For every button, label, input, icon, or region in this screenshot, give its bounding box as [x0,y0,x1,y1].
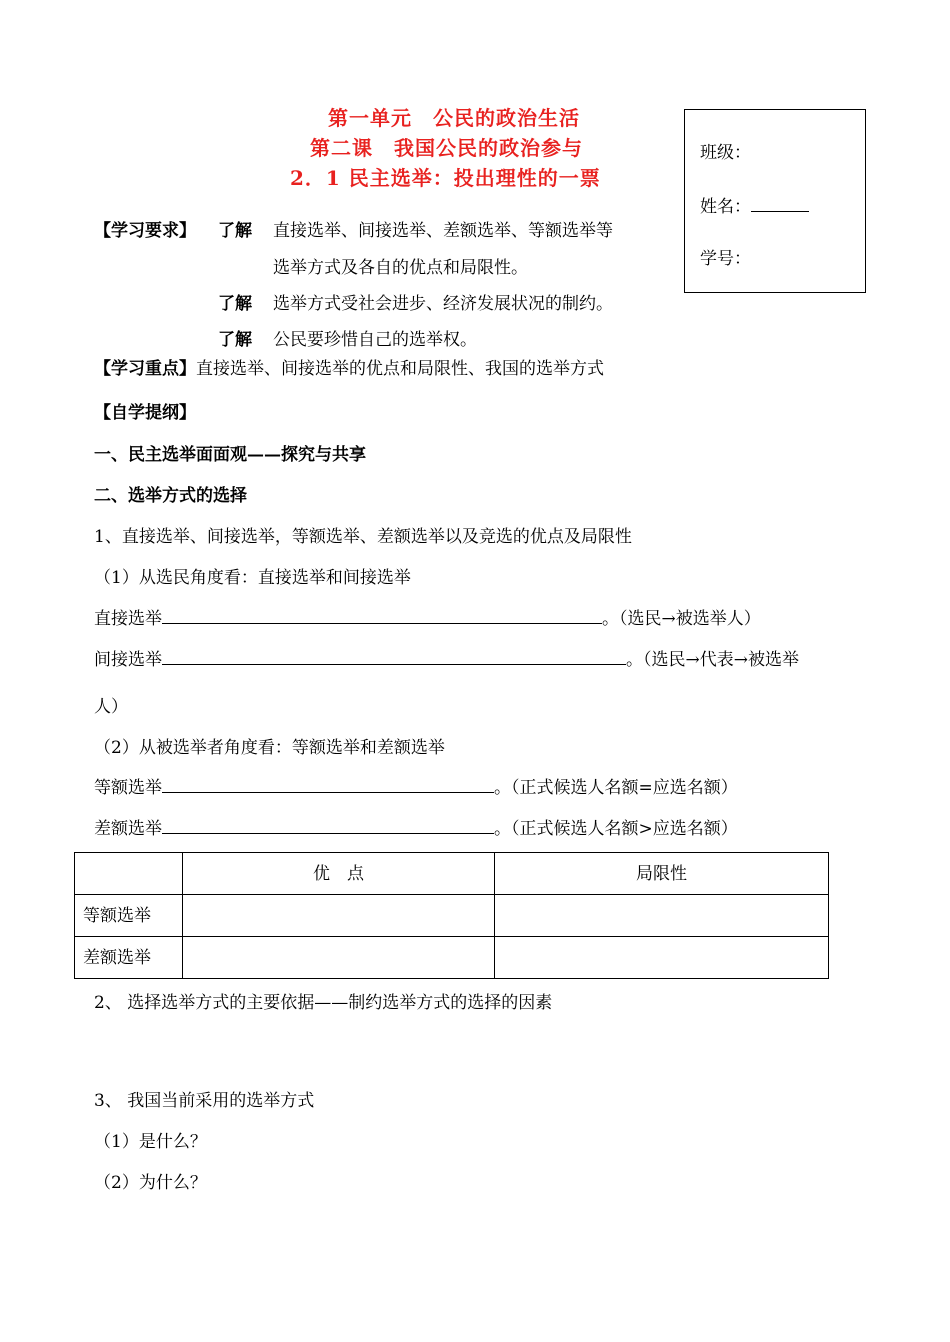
requirement-text-2: 选举方式受社会进步、经济发展状况的制约。 [273,294,613,314]
question-1-1: （1）从选民角度看：直接选举和间接选举 [94,568,411,588]
section-1: 一、民主选举面面观——探究与共享 [94,445,366,465]
question-1-2: （2）从被选举者角度看：等额选举和差额选举 [94,738,445,758]
table-header-cell: 优 点 [183,853,495,895]
title-line-1: 第一单元 公民的政治生活 [328,106,580,130]
requirement-verb-2: 了解 [218,294,252,314]
outline-heading: 【自学提纲】 [94,403,196,423]
student-info-box [684,109,866,293]
name-label: 姓名： [700,197,751,217]
requirement-verb-3: 了解 [218,330,252,350]
name-blank[interactable] [751,195,809,212]
indirect-election-note: 。（选民→代表→被选举 [626,650,799,670]
requirement-text-1: 直接选举、间接选举、差额选举、等额选举等 [273,221,613,241]
focus-heading: 【学习重点】 [94,359,196,379]
question-1: 1、直接选举、间接选举，等额选举、差额选举以及竞选的优点及局限性 [94,527,632,547]
title-line-2: 第二课 我国公民的政治参与 [310,136,583,160]
equal-election-row [94,773,738,798]
comparison-table [74,852,829,979]
question-3: 3、 我国当前采用的选举方式 [94,1091,315,1111]
question-3-1: （1）是什么？ [94,1132,207,1152]
direct-election-label: 直接选举 [94,609,162,629]
row-label: 等额选举 [75,895,183,937]
id-label: 学号： [700,249,751,269]
name-row [700,192,809,217]
requirement-text-3: 公民要珍惜自己的选举权。 [273,330,477,350]
table-row [75,937,829,979]
row-label: 差额选举 [75,937,183,979]
table-header-cell: 局限性 [495,853,829,895]
direct-election-note: 。（选民→被选举人） [602,609,761,629]
answer-cell[interactable] [183,937,495,979]
diff-election-row [94,814,738,839]
section-2: 二、选举方式的选择 [94,486,247,506]
diff-election-blank[interactable] [162,817,494,834]
table-header-row [75,853,829,895]
equal-election-note: 。（正式候选人名额=应选名额） [494,778,738,798]
indirect-election-row [94,645,799,670]
diff-election-label: 差额选举 [94,819,162,839]
focus-text: 直接选举、间接选举的优点和局限性、我国的选举方式 [196,359,604,379]
indirect-election-blank[interactable] [162,648,626,665]
direct-election-blank[interactable] [162,607,602,624]
class-label: 班级： [700,143,751,163]
focus-row [94,354,604,379]
equal-election-label: 等额选举 [94,778,162,798]
direct-election-row [94,604,761,629]
question-2: 2、 选择选举方式的主要依据——制约选举方式的选择的因素 [94,993,553,1013]
answer-cell[interactable] [495,937,829,979]
question-3-2: （2）为什么？ [94,1173,207,1193]
requirement-text-1-cont: 选举方式及各自的优点和局限性。 [273,258,528,278]
diff-election-note: 。（正式候选人名额>应选名额） [494,819,738,839]
table-header-cell [75,853,183,895]
equal-election-blank[interactable] [162,776,494,793]
title-line-3: 2．1 民主选举：投出理性的一票 [290,166,601,190]
requirement-verb-1: 了解 [218,221,252,241]
table-row [75,895,829,937]
indirect-election-note-cont: 人） [94,697,128,717]
answer-cell[interactable] [183,895,495,937]
answer-cell[interactable] [495,895,829,937]
indirect-election-label: 间接选举 [94,650,162,670]
requirements-heading: 【学习要求】 [94,221,196,241]
